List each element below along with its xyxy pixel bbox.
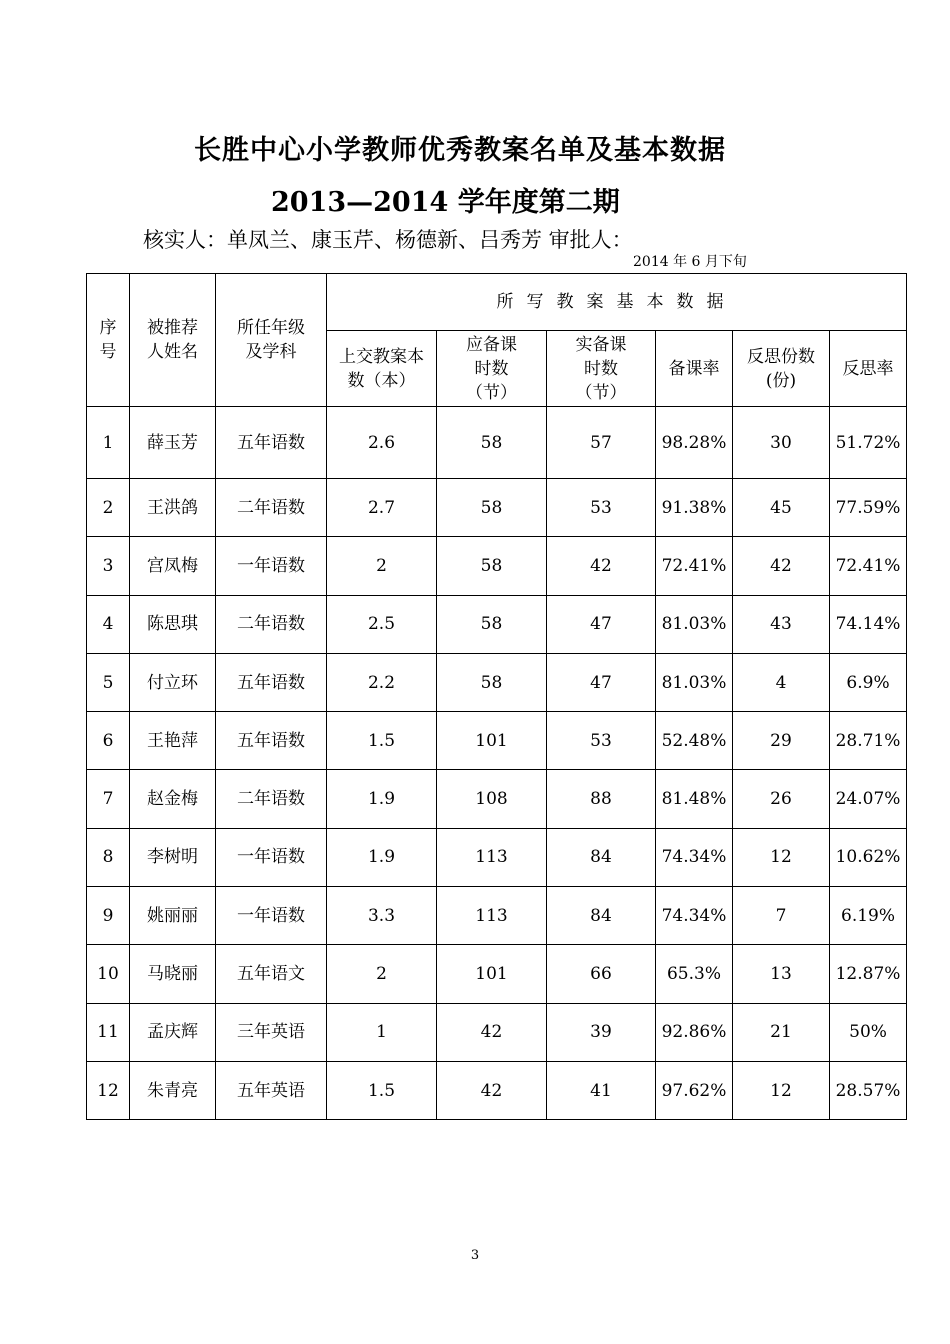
header-reflect-rate: 反思率: [830, 331, 907, 407]
reviewers-line: 核实人：单凤兰、康玉芹、杨德新、吕秀芳 审批人：: [143, 228, 633, 252]
header-rate: 备课率: [656, 331, 733, 407]
table-cell: 52.48%: [656, 712, 733, 770]
table-cell: 84: [547, 828, 656, 886]
table-cell: 姚丽丽: [130, 887, 216, 945]
table-row: [87, 537, 907, 595]
table-row: [87, 407, 907, 479]
table-cell: 58: [437, 653, 547, 711]
header-actual-text: 实备课时数（节）: [575, 334, 627, 403]
page-number: 3: [470, 1248, 480, 1263]
table-cell: 2.6: [327, 407, 437, 479]
table-cell: 72.41%: [830, 537, 907, 595]
table-cell: 58: [437, 595, 547, 653]
table-cell: 一年语数: [216, 537, 327, 595]
table-cell: 五年语文: [216, 945, 327, 1003]
table-cell: 1: [87, 407, 130, 479]
table-cell: 74.14%: [830, 595, 907, 653]
table-cell: 41: [547, 1061, 656, 1119]
table-row: [87, 1003, 907, 1061]
table-body: [87, 407, 907, 1120]
table-cell: 一年语数: [216, 828, 327, 886]
document-subtitle: 2013—2014 学年度第二期: [271, 187, 620, 218]
table-cell: 一年语数: [216, 887, 327, 945]
header-reflect-text: 反思份数(份): [747, 346, 815, 391]
table-row: [87, 887, 907, 945]
lesson-plan-table: [86, 273, 907, 1120]
table-cell: 47: [547, 653, 656, 711]
table-cell: 11: [87, 1003, 130, 1061]
table-cell: 王洪鸽: [130, 479, 216, 537]
table-cell: 王艳萍: [130, 712, 216, 770]
table-cell: 付立环: [130, 653, 216, 711]
header-required: [437, 331, 547, 407]
table-cell: 1.9: [327, 828, 437, 886]
table-cell: 42: [437, 1061, 547, 1119]
table-cell: 50%: [830, 1003, 907, 1061]
table-cell: 6: [87, 712, 130, 770]
table-cell: 12: [87, 1061, 130, 1119]
table-cell: 30: [733, 407, 830, 479]
table-cell: 65.3%: [656, 945, 733, 1003]
table-cell: 98.28%: [656, 407, 733, 479]
table-cell: 2.7: [327, 479, 437, 537]
table-cell: 宫凤梅: [130, 537, 216, 595]
table-cell: 88: [547, 770, 656, 828]
table-cell: 1.5: [327, 1061, 437, 1119]
table-cell: 6.9%: [830, 653, 907, 711]
table-cell: 10.62%: [830, 828, 907, 886]
header-actual: [547, 331, 656, 407]
table-cell: 1.5: [327, 712, 437, 770]
table-cell: 53: [547, 712, 656, 770]
table-cell: 4: [87, 595, 130, 653]
header-reflect: [733, 331, 830, 407]
table-cell: 5: [87, 653, 130, 711]
table-cell: 7: [733, 887, 830, 945]
table-cell: 7: [87, 770, 130, 828]
table-cell: 6.19%: [830, 887, 907, 945]
table-cell: 29: [733, 712, 830, 770]
table-cell: 26: [733, 770, 830, 828]
table-cell: 3: [87, 537, 130, 595]
table-cell: 五年语数: [216, 407, 327, 479]
table-cell: 1.9: [327, 770, 437, 828]
table-cell: 28.71%: [830, 712, 907, 770]
header-name: [130, 274, 216, 407]
table-cell: 74.34%: [656, 828, 733, 886]
table-row: [87, 770, 907, 828]
table-cell: 47: [547, 595, 656, 653]
table-cell: 39: [547, 1003, 656, 1061]
table-cell: 77.59%: [830, 479, 907, 537]
table-cell: 66: [547, 945, 656, 1003]
table-cell: 2.5: [327, 595, 437, 653]
table-cell: 二年语数: [216, 479, 327, 537]
table-cell: 薛玉芳: [130, 407, 216, 479]
table-cell: 57: [547, 407, 656, 479]
table-cell: 42: [437, 1003, 547, 1061]
table-cell: 108: [437, 770, 547, 828]
header-index: [87, 274, 130, 407]
header-grade: [216, 274, 327, 407]
table-cell: 81.03%: [656, 653, 733, 711]
table-cell: 二年语数: [216, 595, 327, 653]
table-cell: 81.48%: [656, 770, 733, 828]
table-cell: 朱青亮: [130, 1061, 216, 1119]
table-cell: 2.2: [327, 653, 437, 711]
table-cell: 二年语数: [216, 770, 327, 828]
table-cell: 李树明: [130, 828, 216, 886]
table-cell: 2: [87, 479, 130, 537]
table-cell: 2: [327, 537, 437, 595]
table-cell: 58: [437, 537, 547, 595]
table-cell: 13: [733, 945, 830, 1003]
header-submitted: [327, 331, 437, 407]
table-cell: 58: [437, 479, 547, 537]
table-cell: 马晓丽: [130, 945, 216, 1003]
table-row: [87, 595, 907, 653]
table-cell: 五年英语: [216, 1061, 327, 1119]
date-line: 2014 年 6 月下旬: [633, 254, 747, 270]
table-cell: 12.87%: [830, 945, 907, 1003]
table-cell: 92.86%: [656, 1003, 733, 1061]
header-required-text: 应备课时数（节）: [466, 334, 517, 403]
table-row: [87, 479, 907, 537]
table-cell: 12: [733, 828, 830, 886]
table-row: [87, 945, 907, 1003]
table-cell: 21: [733, 1003, 830, 1061]
table-cell: 101: [437, 712, 547, 770]
table-cell: 58: [437, 407, 547, 479]
table-cell: 113: [437, 887, 547, 945]
header-name-text: 被推荐人姓名: [147, 318, 198, 362]
table-cell: 10: [87, 945, 130, 1003]
table-cell: 24.07%: [830, 770, 907, 828]
table-cell: 45: [733, 479, 830, 537]
table-cell: 113: [437, 828, 547, 886]
header-group: 所写教案基本数据: [327, 274, 907, 331]
table-cell: 三年英语: [216, 1003, 327, 1061]
table-cell: 53: [547, 479, 656, 537]
table-cell: 12: [733, 1061, 830, 1119]
header-index-text: 序号: [99, 318, 117, 362]
table-cell: 51.72%: [830, 407, 907, 479]
header-submitted-text: 上交教案本数（本）: [339, 346, 424, 391]
table-cell: 1: [327, 1003, 437, 1061]
table-cell: 9: [87, 887, 130, 945]
document-title: 长胜中心小学教师优秀教案名单及基本数据: [194, 135, 726, 166]
table-cell: 2: [327, 945, 437, 1003]
table-row: [87, 828, 907, 886]
table-cell: 43: [733, 595, 830, 653]
table-cell: 3.3: [327, 887, 437, 945]
table-cell: 97.62%: [656, 1061, 733, 1119]
table-cell: 74.34%: [656, 887, 733, 945]
table-cell: 81.03%: [656, 595, 733, 653]
header-grade-text: 所任年级及学科: [237, 318, 305, 362]
table-row: [87, 653, 907, 711]
table-row: [87, 1061, 907, 1119]
table-cell: 8: [87, 828, 130, 886]
table-cell: 101: [437, 945, 547, 1003]
table-cell: 五年语数: [216, 712, 327, 770]
table-cell: 孟庆辉: [130, 1003, 216, 1061]
table-cell: 42: [547, 537, 656, 595]
table-cell: 陈思琪: [130, 595, 216, 653]
table-row: [87, 712, 907, 770]
table-cell: 91.38%: [656, 479, 733, 537]
table-cell: 五年语数: [216, 653, 327, 711]
table-cell: 28.57%: [830, 1061, 907, 1119]
table-cell: 赵金梅: [130, 770, 216, 828]
table-cell: 42: [733, 537, 830, 595]
table-cell: 72.41%: [656, 537, 733, 595]
table-cell: 4: [733, 653, 830, 711]
table-cell: 84: [547, 887, 656, 945]
